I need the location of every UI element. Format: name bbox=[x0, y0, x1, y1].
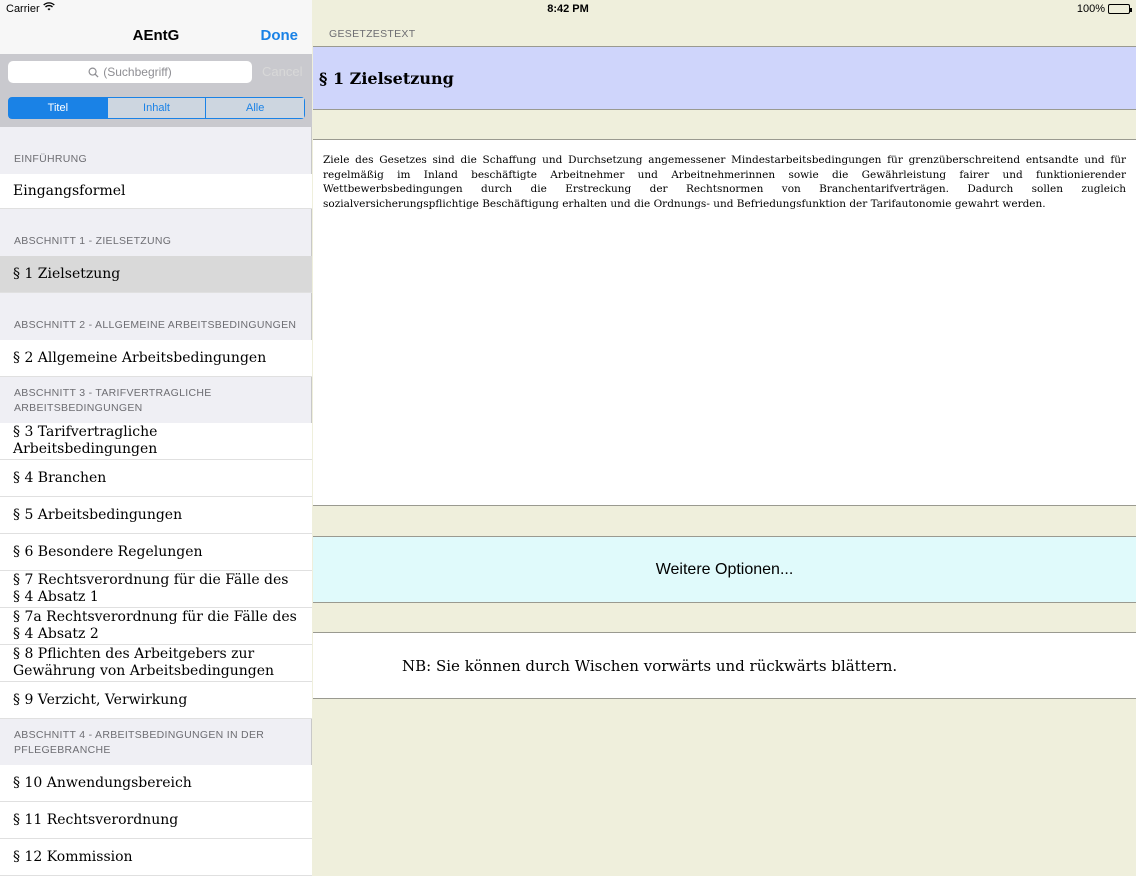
search-input[interactable] bbox=[8, 61, 252, 83]
list-item[interactable]: § 7a Rechtsverordnung für die Fälle des § 4 Absatz 2 bbox=[0, 608, 312, 645]
section-header: ABSCHNITT 1 - ZIELSETZUNG bbox=[14, 235, 172, 247]
sidebar-title: AEntG bbox=[132, 27, 180, 44]
law-text-panel bbox=[313, 139, 1136, 506]
done-button[interactable]: Done bbox=[260, 27, 298, 44]
search-placeholder: (Suchbegriff) bbox=[103, 65, 172, 79]
law-text: Ziele des Gesetzes sind die Schaffung und Durchsetzung angemessener Mindestarbeitsbedingungen für grenzüberschreitend entsandte und für regelmäßig im Inland beschäftigte Arbeitnehmer und Arbeitnehmerinnen sowie die Gewährleistung fairer und funktionierender Wettbewerbsbedingungen durch die Erstreckung der Rechtsnormen von Branchentarifverträgen. Dadurch sollen zugleich sozialversicherungspflichtige Beschäftigung erhalten und die Ordnungs- und Befriedungsfunktion der Tarifautonomie gewahrt werden. bbox=[323, 154, 1126, 210]
status-bar bbox=[0, 0, 1136, 18]
breadcrumb: GESETZESTEXT bbox=[329, 28, 416, 40]
battery-percent: 100% bbox=[1076, 3, 1105, 15]
list-item[interactable]: § 6 Besondere Regelungen bbox=[0, 534, 312, 571]
section-header: ABSCHNITT 2 - ALLGEMEINE ARBEITSBEDINGUNGEN bbox=[14, 319, 297, 331]
segment-alle[interactable]: Alle bbox=[205, 98, 304, 118]
section-header: ABSCHNITT 3 - TARIFVERTRAGLICHE ARBEITSBEDINGUNGEN bbox=[14, 387, 212, 414]
segment-titel[interactable]: Titel bbox=[9, 98, 107, 118]
list-item[interactable]: § 3 Tarifvertragliche Arbeitsbedingungen bbox=[0, 423, 312, 460]
list-item[interactable]: § 7 Rechtsverordnung für die Fälle des § 4 Absatz 1 bbox=[0, 571, 312, 608]
segment-inhalt[interactable]: Inhalt bbox=[107, 98, 206, 118]
scope-segmented-control bbox=[8, 97, 305, 119]
list-item[interactable]: § 5 Arbeitsbedingungen bbox=[0, 497, 312, 534]
list-item[interactable]: § 10 Anwendungsbereich bbox=[0, 765, 312, 802]
main-pane bbox=[313, 0, 1136, 852]
list-item[interactable]: § 4 Branchen bbox=[0, 460, 312, 497]
sidebar bbox=[0, 0, 312, 865]
battery-icon bbox=[1108, 4, 1130, 14]
more-options-button[interactable]: Weitere Optionen... bbox=[313, 536, 1136, 603]
table-of-contents bbox=[0, 127, 312, 876]
search-icon bbox=[88, 67, 99, 78]
clock: 8:42 PM bbox=[547, 3, 589, 15]
cancel-button[interactable]: Cancel bbox=[262, 64, 303, 79]
battery-indicator bbox=[1077, 3, 1130, 15]
list-item[interactable]: § 12 Kommission bbox=[0, 839, 312, 876]
list-item[interactable]: § 2 Allgemeine Arbeitsbedingungen bbox=[0, 340, 312, 377]
list-item[interactable]: § 9 Verzicht, Verwirkung bbox=[0, 682, 312, 719]
section-header: ABSCHNITT 4 - ARBEITSBEDINGUNGEN IN DER PFLEGEBRANCHE bbox=[14, 729, 265, 756]
list-item[interactable]: § 11 Rechtsverordnung bbox=[0, 802, 312, 839]
page-title: § 1 Zielsetzung bbox=[319, 68, 454, 88]
search-bar bbox=[0, 54, 312, 127]
list-item[interactable]: § 1 Zielsetzung bbox=[0, 256, 312, 293]
carrier-label: Carrier bbox=[6, 3, 40, 15]
section-heading-band bbox=[313, 46, 1136, 110]
section-header: EINFÜHRUNG bbox=[14, 153, 87, 165]
list-item[interactable]: Eingangsformel bbox=[0, 174, 312, 209]
swipe-hint: NB: Sie können durch Wischen vorwärts und rückwärts blättern. bbox=[313, 632, 1136, 699]
list-item[interactable]: § 8 Pflichten des Arbeitgebers zur Gewährung von Arbeitsbedingungen bbox=[0, 645, 312, 682]
